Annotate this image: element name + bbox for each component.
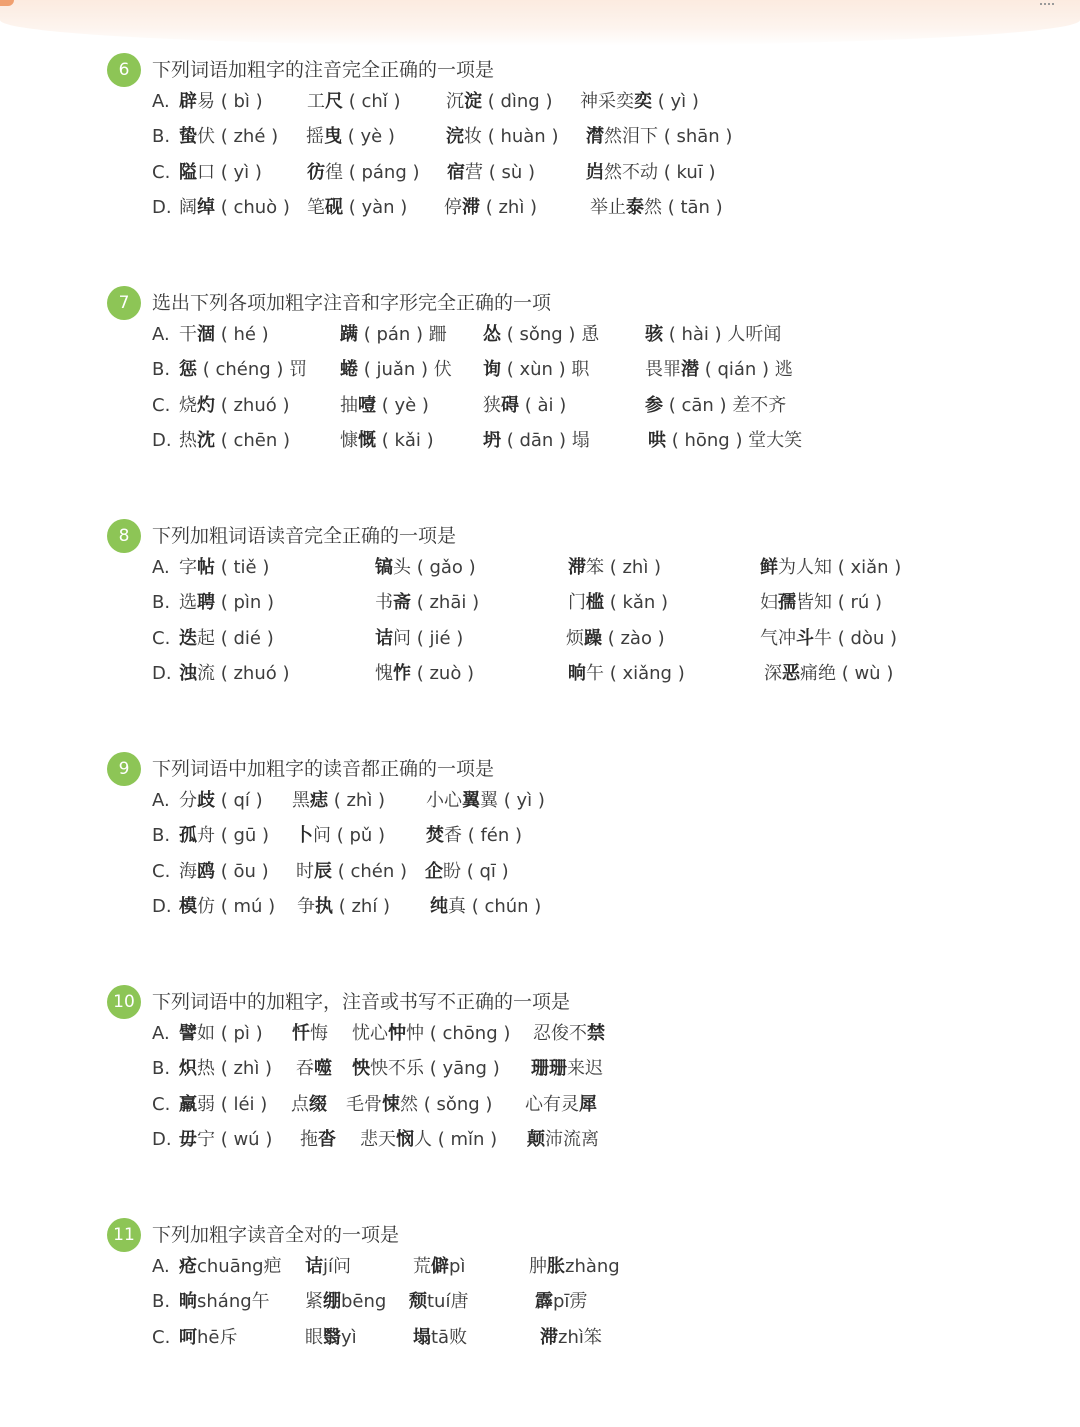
option-word: 眼翳yì (305, 1326, 357, 1348)
bold-character: 诘 (375, 627, 393, 649)
option-word: 狭碍 ( ài ) (483, 394, 567, 416)
option-word: 热沈 ( chēn ) (179, 429, 290, 451)
bold-character: 珊珊 (531, 1058, 567, 1080)
option-word: 询 ( xùn ) 职 (483, 359, 590, 381)
option-word: 忏悔 (292, 1023, 328, 1044)
bold-character: 痣 (310, 790, 328, 811)
option-letter: C. (152, 161, 171, 183)
option-letter: D. (152, 196, 172, 218)
option-word: 忧心忡忡 ( chōng ) (352, 1023, 511, 1044)
option-word: 霹pī雳 (535, 1291, 588, 1313)
question-number-badge: 7 (107, 286, 141, 320)
option-row (107, 589, 1067, 624)
bold-character: 聘 (197, 592, 215, 614)
bold-character: 询 (483, 359, 501, 381)
option-word: 烦躁 ( zào ) (566, 627, 665, 649)
option-letter: D. (152, 429, 172, 451)
option-word: 炽热 ( zhì ) (179, 1058, 273, 1080)
bold-character: 晌 (179, 1291, 197, 1313)
option-word: 吞噬 (296, 1058, 332, 1080)
bold-character: 僻 (431, 1256, 449, 1277)
option-word: 小心翼翼 ( yì ) (426, 790, 545, 811)
question-title: 选出下列各项加粗字注音和字形完全正确的一项 (152, 292, 552, 314)
corner-tick-mark (1040, 0, 1054, 5)
option-row (107, 1253, 1067, 1288)
question-header (107, 1218, 1067, 1252)
bold-character: 滞 (462, 196, 480, 218)
option-row (107, 123, 1067, 158)
bold-character: 蛰 (179, 126, 197, 148)
option-word: 颓tuí唐 (409, 1291, 469, 1313)
option-row (107, 88, 1067, 123)
bold-character: 纯 (430, 895, 448, 917)
option-letter: B. (152, 825, 171, 847)
option-word: 企盼 ( qī ) (425, 860, 509, 882)
option-word: 岿然不动 ( kuī ) (586, 161, 716, 183)
bold-character: 泰 (626, 196, 644, 218)
option-word: 孤舟 ( gū ) (179, 825, 270, 847)
option-word: 妇孺皆知 ( rú ) (760, 592, 883, 614)
option-row (107, 1020, 1067, 1055)
option-word: 沉淀 ( dìng ) (446, 91, 553, 112)
option-word: 黑痣 ( zhì ) (292, 790, 386, 811)
option-word: 拖沓 (300, 1128, 336, 1150)
bold-character: 企 (425, 860, 443, 882)
option-word: 辟易 ( bì ) (179, 91, 263, 112)
bold-character: 骇 (645, 324, 663, 345)
option-word: 毛骨悚然 ( sǒng ) (346, 1093, 493, 1115)
bold-character: 忏 (292, 1023, 310, 1044)
bold-character: 慨 (358, 429, 376, 451)
bold-character: 焚 (426, 825, 444, 847)
bold-character: 绷 (323, 1291, 341, 1313)
option-word: 忍俊不禁 (533, 1023, 605, 1044)
option-word: 疮chuāng疤 (179, 1256, 282, 1277)
bold-character: 彷 (307, 161, 325, 183)
bold-character: 辰 (314, 860, 332, 882)
option-row (107, 822, 1067, 857)
question-number-badge: 9 (107, 752, 141, 786)
bold-character: 淀 (464, 91, 482, 112)
option-letter: A. (152, 557, 170, 578)
option-word: 怂 ( sǒng ) 恿 (483, 324, 600, 345)
option-row (107, 1055, 1067, 1090)
option-letter: B. (152, 1058, 171, 1080)
option-row (107, 1091, 1067, 1126)
option-letter: D. (152, 662, 172, 684)
bold-character: 滞 (568, 557, 586, 578)
option-row (107, 392, 1067, 427)
question-header (107, 286, 1067, 320)
option-word: 颠沛流离 (527, 1128, 599, 1150)
bold-character: 躁 (584, 627, 602, 649)
option-word: 干涸 ( hé ) (179, 324, 269, 345)
bold-character: 犀 (579, 1093, 597, 1115)
bold-character: 忡 (388, 1023, 406, 1044)
option-word: 隘口 ( yì ) (179, 161, 262, 183)
option-word: 滞笨 ( zhì ) (568, 557, 662, 578)
bold-character: 禁 (587, 1023, 605, 1044)
option-word: 分歧 ( qí ) (179, 790, 263, 811)
bold-character: 悯 (396, 1128, 414, 1150)
bold-character: 诘 (305, 1256, 323, 1277)
top-header-band (0, 0, 1080, 46)
option-row (107, 625, 1067, 660)
option-word: 心有灵犀 (525, 1093, 597, 1115)
option-word: 诘jí问 (305, 1256, 352, 1277)
bold-character: 疮 (179, 1256, 197, 1277)
bold-character: 参 (645, 394, 663, 416)
bold-character: 缀 (309, 1093, 327, 1115)
option-word: 参 ( cān ) 差不齐 (645, 394, 787, 416)
bold-character: 绰 (197, 196, 215, 218)
bold-character: 恶 (782, 662, 800, 684)
bold-character: 岿 (586, 161, 604, 183)
bold-character: 呵 (179, 1326, 197, 1348)
bold-character: 毋 (179, 1128, 197, 1150)
option-letter: D. (152, 1128, 172, 1150)
bold-character: 悚 (382, 1093, 400, 1115)
option-letter: C. (152, 394, 171, 416)
option-word: 卜问 ( pǔ ) (295, 825, 386, 847)
option-row (107, 321, 1067, 356)
option-word: 紧绷bēng (305, 1291, 387, 1313)
option-letter: B. (152, 1291, 171, 1313)
option-word: 毋宁 ( wú ) (179, 1128, 273, 1150)
option-letter: C. (152, 627, 171, 649)
bold-character: 鸥 (197, 860, 215, 882)
question-header (107, 519, 1067, 553)
bold-character: 噬 (314, 1058, 332, 1080)
bold-character: 隘 (179, 161, 197, 183)
bold-character: 哄 (648, 429, 666, 451)
option-letter: D. (152, 895, 172, 917)
bold-character: 迭 (179, 627, 197, 649)
question-11 (107, 1218, 1067, 1359)
bold-character: 蹒 (340, 324, 358, 345)
option-letter: C. (152, 1326, 171, 1348)
option-word: 滞zhì笨 (540, 1326, 602, 1348)
option-word: 阔绰 ( chuò ) (179, 196, 290, 218)
bold-character: 涸 (197, 324, 215, 345)
option-word: 怏怏不乐 ( yāng ) (352, 1058, 500, 1080)
bold-character: 孺 (778, 592, 796, 614)
question-6 (107, 53, 1067, 229)
bold-character: 坍 (483, 429, 501, 451)
option-letter: B. (152, 126, 171, 148)
bold-character: 帖 (197, 557, 215, 578)
option-row (107, 427, 1067, 462)
option-word: 荒僻pì (413, 1256, 466, 1277)
option-row (107, 1324, 1067, 1359)
bold-character: 曳 (324, 126, 342, 148)
bold-character: 沈 (197, 429, 215, 451)
option-word: 镐头 ( gǎo ) (375, 557, 476, 578)
bold-character: 翳 (323, 1326, 341, 1348)
question-number-badge: 8 (107, 519, 141, 553)
option-row (107, 787, 1067, 822)
option-word: 譬如 ( pì ) (179, 1023, 263, 1044)
option-word: 举止泰然 ( tān ) (590, 196, 723, 218)
option-row (107, 194, 1067, 229)
question-header (107, 53, 1067, 87)
option-word: 塌tā败 (413, 1326, 468, 1348)
option-letter: A. (152, 1023, 170, 1044)
bold-character: 执 (315, 895, 333, 917)
bold-character: 斗 (796, 627, 814, 649)
option-row (107, 1288, 1067, 1323)
bold-character: 灼 (197, 394, 215, 416)
option-word: 羸弱 ( léi ) (179, 1093, 268, 1115)
bold-character: 歧 (197, 790, 215, 811)
question-title: 下列词语中的加粗字，注音或书写不正确的一项是 (152, 991, 571, 1013)
question-number-badge: 11 (107, 1218, 141, 1252)
option-word: 笔砚 ( yàn ) (307, 196, 408, 218)
option-word: 争执 ( zhí ) (297, 895, 391, 917)
bold-character: 孤 (179, 825, 197, 847)
option-word: 深恶痛绝 ( wù ) (764, 662, 894, 684)
option-letter: A. (152, 324, 170, 345)
bold-character: 颓 (409, 1291, 427, 1313)
option-word: 晌午 ( xiǎng ) (568, 662, 685, 684)
option-word: 晌sháng午 (179, 1291, 270, 1313)
question-9 (107, 752, 1067, 928)
option-word: 书斋 ( zhāi ) (375, 592, 480, 614)
bold-character: 槛 (586, 592, 604, 614)
option-word: 浣妆 ( huàn ) (446, 126, 559, 148)
option-word: 宿营 ( sù ) (447, 161, 535, 183)
bold-character: 怂 (483, 324, 501, 345)
option-word: 模仿 ( mú ) (179, 895, 276, 917)
bold-character: 怍 (393, 662, 411, 684)
question-7 (107, 286, 1067, 462)
bold-character: 奕 (634, 91, 652, 112)
bold-character: 砚 (325, 196, 343, 218)
option-word: 停滞 ( zhì ) (444, 196, 538, 218)
bold-character: 譬 (179, 1023, 197, 1044)
option-word: 珊珊来迟 (531, 1058, 603, 1080)
bold-character: 晌 (568, 662, 586, 684)
question-10 (107, 985, 1067, 1161)
bold-character: 卜 (295, 825, 313, 847)
option-row (107, 554, 1067, 589)
bold-character: 浊 (179, 662, 197, 684)
option-word: 字帖 ( tiě ) (179, 557, 270, 578)
option-row (107, 159, 1067, 194)
option-word: 悲天悯人 ( mǐn ) (360, 1128, 498, 1150)
question-number-badge: 6 (107, 53, 141, 87)
bold-character: 潸 (586, 126, 604, 148)
bold-character: 尺 (325, 91, 343, 112)
option-word: 潸然泪下 ( shān ) (586, 126, 733, 148)
option-word: 彷徨 ( páng ) (307, 161, 420, 183)
option-word: 蛰伏 ( zhé ) (179, 126, 279, 148)
bold-character: 宿 (447, 161, 465, 183)
question-number-badge: 10 (107, 985, 141, 1019)
option-row (107, 858, 1067, 893)
option-letter: C. (152, 1093, 171, 1115)
option-word: 畏罪潜 ( qián ) 逃 (645, 359, 793, 381)
option-letter: A. (152, 1256, 170, 1277)
question-title: 下列词语中加粗字的读音都正确的一项是 (152, 758, 495, 780)
option-word: 纯真 ( chún ) (430, 895, 542, 917)
option-word: 蹒 ( pán ) 跚 (340, 324, 447, 345)
bold-character: 胀 (547, 1256, 565, 1277)
option-row (107, 356, 1067, 391)
option-row (107, 893, 1067, 928)
option-word: 摇曳 ( yè ) (306, 126, 395, 148)
bold-character: 碍 (501, 394, 519, 416)
option-word: 门槛 ( kǎn ) (568, 592, 669, 614)
bold-character: 蜷 (340, 359, 358, 381)
bold-character: 塌 (413, 1326, 431, 1348)
option-word: 惩 ( chéng ) 罚 (179, 359, 308, 381)
option-word: 时辰 ( chén ) (296, 860, 407, 882)
option-word: 骇 ( hài ) 人听闻 (645, 324, 782, 345)
option-letter: C. (152, 860, 171, 882)
option-word: 愧怍 ( zuò ) (375, 662, 475, 684)
bold-character: 怏 (352, 1058, 370, 1080)
option-word: 蜷 ( juǎn ) 伏 (340, 359, 452, 381)
bold-character: 滞 (540, 1326, 558, 1348)
option-word: 神采奕奕 ( yì ) (580, 91, 699, 112)
bold-character: 鲜 (760, 557, 778, 578)
option-word: 诘问 ( jié ) (375, 627, 464, 649)
option-letter: B. (152, 359, 171, 381)
option-word: 呵hē斥 (179, 1326, 238, 1348)
option-word: 气冲斗牛 ( dòu ) (760, 627, 898, 649)
question-title: 下列词语加粗字的注音完全正确的一项是 (152, 59, 495, 81)
option-letter: B. (152, 592, 171, 614)
bold-character: 辟 (179, 91, 197, 112)
bold-character: 斋 (393, 592, 411, 614)
bold-character: 翼 (462, 790, 480, 811)
option-word: 哄 ( hōng ) 堂大笑 (648, 429, 803, 451)
bold-character: 羸 (179, 1093, 197, 1115)
bold-character: 颠 (527, 1128, 545, 1150)
bold-character: 潜 (681, 359, 699, 381)
bold-character: 惩 (179, 359, 197, 381)
option-word: 肿胀zhàng (529, 1256, 620, 1277)
option-word: 工尺 ( chǐ ) (307, 91, 401, 112)
option-word: 烧灼 ( zhuó ) (179, 394, 290, 416)
option-word: 迭起 ( dié ) (179, 627, 274, 649)
option-word: 选聘 ( pìn ) (179, 592, 275, 614)
bold-character: 炽 (179, 1058, 197, 1080)
bold-character: 浣 (446, 126, 464, 148)
option-word: 慷慨 ( kǎi ) (340, 429, 434, 451)
option-word: 浊流 ( zhuó ) (179, 662, 290, 684)
bold-character: 模 (179, 895, 197, 917)
question-header (107, 752, 1067, 786)
option-row (107, 660, 1067, 695)
bold-character: 噎 (358, 394, 376, 416)
option-row (107, 1126, 1067, 1161)
option-word: 坍 ( dān ) 塌 (483, 429, 590, 451)
option-letter: A. (152, 91, 170, 112)
bold-character: 沓 (318, 1128, 336, 1150)
question-title: 下列加粗词语读音完全正确的一项是 (152, 525, 457, 547)
question-8 (107, 519, 1067, 695)
option-word: 焚香 ( fén ) (426, 825, 523, 847)
option-word: 鲜为人知 ( xiǎn ) (760, 557, 902, 578)
option-word: 抽噎 ( yè ) (340, 394, 429, 416)
question-header (107, 985, 1067, 1019)
bold-character: 镐 (375, 557, 393, 578)
question-title: 下列加粗字读音全对的一项是 (152, 1224, 400, 1246)
option-word: 海鸥 ( ōu ) (179, 860, 269, 882)
bold-character: 霹 (535, 1291, 553, 1313)
option-word: 点缀 (291, 1093, 327, 1115)
option-letter: A. (152, 790, 170, 811)
